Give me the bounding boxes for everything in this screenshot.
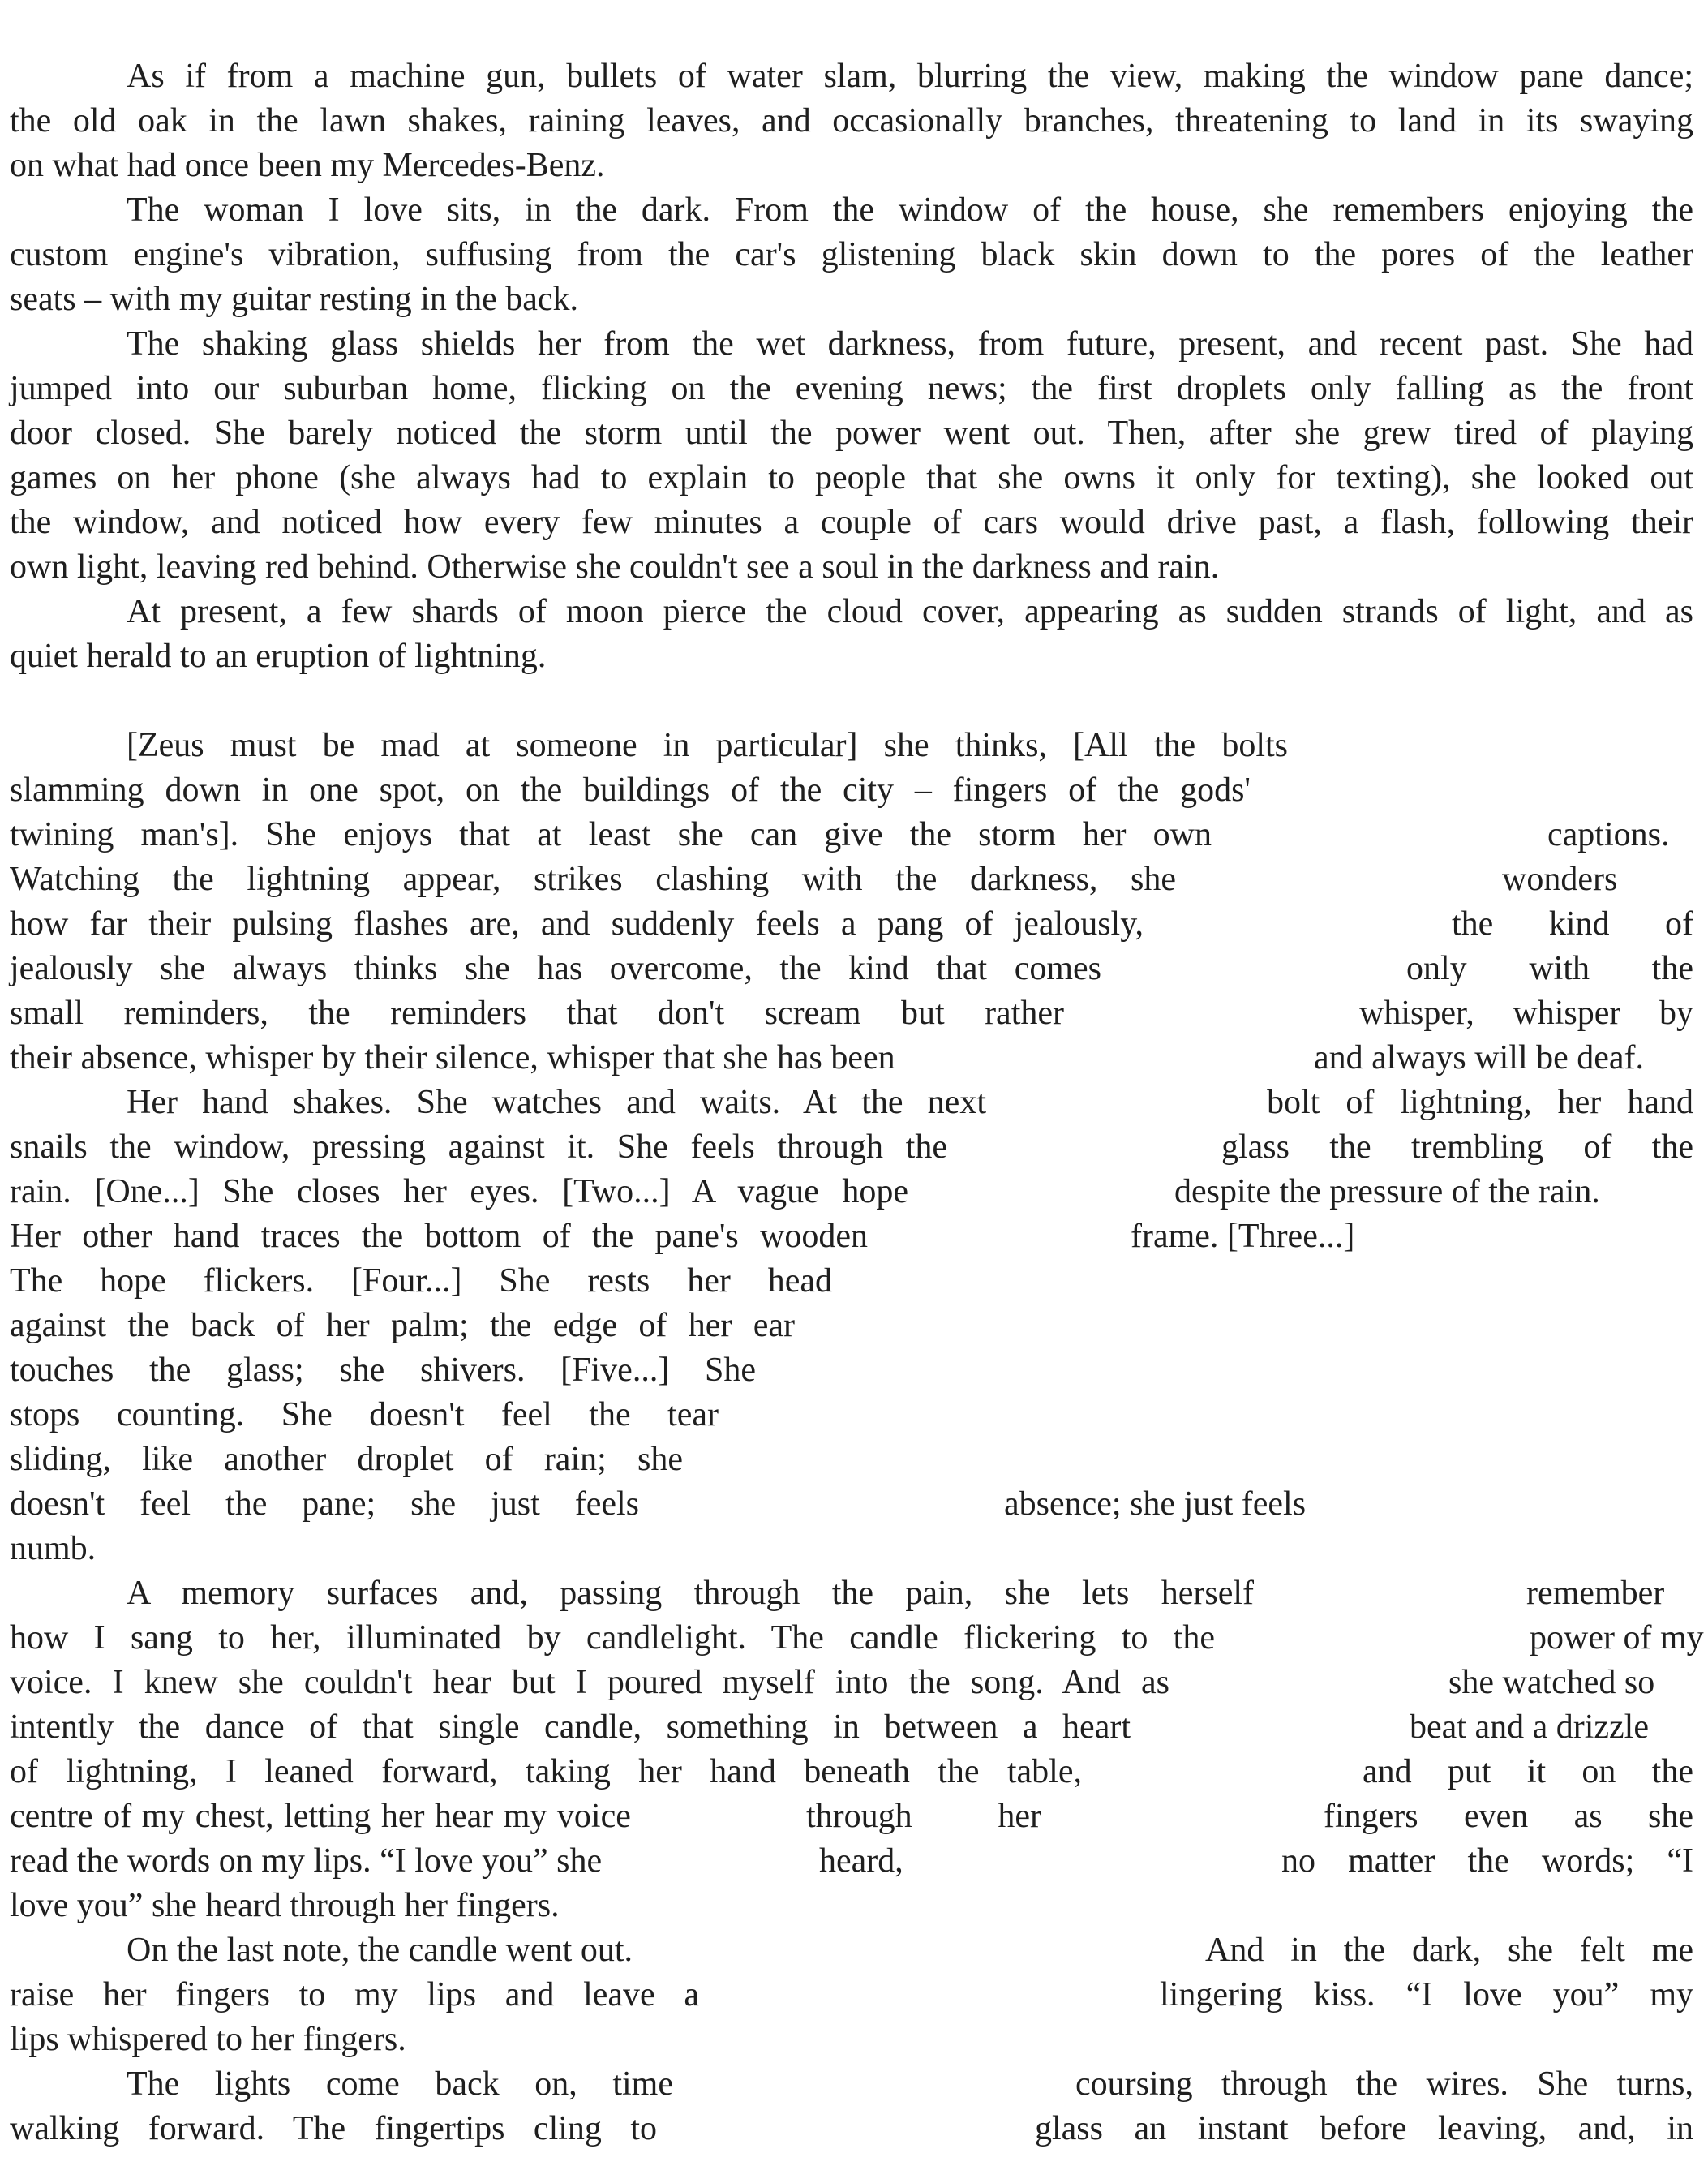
text-line: raise her fingers to my lips and leave a	[10, 1976, 699, 2013]
text-line: On the last note, the candle went out.	[127, 1932, 633, 1969]
text-line: jealously she always thinks she has overcome, the kind that comes	[10, 950, 1101, 987]
text-line: The hope flickers. [Four...] She rests her head	[10, 1262, 832, 1300]
text-line: seats – with my guitar resting in the back.	[10, 281, 579, 318]
text-line: jumped into our suburban home, flicking on the evening news; the first droplets only falling as the front	[10, 370, 1693, 407]
text-line: slamming down in one spot, on the buildings of the city – fingers of the gods'	[10, 771, 1251, 809]
text-line: bolt of lightning, her hand	[1267, 1084, 1693, 1121]
text-line: of lightning, I leaned forward, taking her hand beneath the table,	[10, 1753, 1082, 1790]
text-line: despite the pressure of the rain.	[1174, 1173, 1600, 1210]
text-line: small reminders, the reminders that don't scream but rather	[10, 995, 1064, 1032]
text-line: beat and a drizzle	[1410, 1708, 1649, 1746]
text-line: centre of my chest, letting her hear my voice	[10, 1798, 631, 1835]
text-line: lingering kiss. “I love you” my	[1160, 1976, 1693, 2013]
text-line: [Zeus must be mad at someone in particular] she thinks, [All the bolts	[127, 727, 1288, 764]
text-line: Watching the lightning appear, strikes clashing with the darkness, she	[10, 861, 1176, 898]
text-line: The lights come back on, time	[127, 2065, 673, 2103]
text-line: twining man's]. She enjoys that at least she can give the storm her own	[10, 816, 1212, 853]
text-line: through her	[806, 1798, 1041, 1835]
text-line: quiet herald to an eruption of lightning.	[10, 638, 547, 675]
text-line: touches the glass; she shivers. [Five...] She	[10, 1352, 756, 1389]
text-line: love you” she heard through her fingers.	[10, 1887, 560, 1924]
text-line: wonders	[1502, 861, 1618, 898]
text-line: the window, and noticed how every few minutes a couple of cars would drive past, a flash, following their	[10, 504, 1693, 541]
text-line: custom engine's vibration, suffusing from the car's glistening black skin down to the pores of the leather	[10, 236, 1693, 273]
text-line: Her hand shakes. She watches and waits. At the next	[127, 1084, 986, 1121]
text-line: how far their pulsing flashes are, and suddenly feels a pang of jealously,	[10, 905, 1144, 943]
text-line: door closed. She barely noticed the storm until the power went out. Then, after she grew tired of playing	[10, 415, 1693, 452]
text-line: numb.	[10, 1530, 97, 1567]
text-line: intently the dance of that single candle, something in between a heart	[10, 1708, 1131, 1746]
text-line: As if from a machine gun, bullets of water slam, blurring the view, making the window pane dance;	[127, 58, 1693, 95]
text-line: lips whispered to her fingers.	[10, 2021, 406, 2058]
text-line: she watched so	[1448, 1664, 1655, 1701]
text-line: Her other hand traces the bottom of the pane's wooden	[10, 1218, 868, 1255]
text-line: games on her phone (she always had to explain to people that she owns it only for texting), she looked out	[10, 459, 1693, 496]
text-line: against the back of her palm; the edge of her ear	[10, 1307, 795, 1344]
text-line: power of my	[1530, 1619, 1704, 1657]
text-line: walking forward. The fingertips cling to	[10, 2110, 657, 2147]
text-line: absence; she just feels	[1004, 1485, 1307, 1523]
text-line: rain. [One...] She closes her eyes. [Two...] A vague hope	[10, 1173, 908, 1210]
text-line: doesn't feel the pane; she just feels	[10, 1485, 639, 1523]
text-line: the old oak in the lawn shakes, raining leaves, and occasionally branches, threatening to land in its swaying	[10, 102, 1693, 140]
text-line: and always will be deaf.	[1314, 1039, 1645, 1077]
text-line: coursing through the wires. She turns,	[1075, 2065, 1693, 2103]
text-line: only with the	[1406, 950, 1693, 987]
text-line: glass an instant before leaving, and, in	[1035, 2110, 1693, 2147]
text-line: no matter the words; “I	[1281, 1842, 1693, 1880]
text-line: and put it on the	[1363, 1753, 1693, 1790]
text-line: The shaking glass shields her from the wet darkness, from future, present, and recent past. She had	[127, 325, 1693, 363]
text-line: stops counting. She doesn't feel the tear	[10, 1396, 719, 1433]
text-line: own light, leaving red behind. Otherwise she couldn't see a soul in the darkness and rain.	[10, 548, 1220, 586]
text-line: snails the window, pressing against it. She feels through the	[10, 1128, 947, 1166]
text-line: whisper, whisper by	[1359, 995, 1693, 1032]
text-line: read the words on my lips. “I love you” she	[10, 1842, 603, 1880]
text-line: frame. [Three...]	[1131, 1218, 1355, 1255]
text-line: on what had once been my Mercedes-Benz.	[10, 147, 605, 184]
text-line: how I sang to her, illuminated by candlelight. The candle flickering to the	[10, 1619, 1215, 1657]
text-line: glass the trembling of the	[1221, 1128, 1693, 1166]
text-line: sliding, like another droplet of rain; she	[10, 1441, 683, 1478]
text-line: remember	[1526, 1575, 1665, 1612]
text-line: At present, a few shards of moon pierce the cloud cover, appearing as sudden strands of light, and as	[127, 593, 1693, 630]
text-line: The woman I love sits, in the dark. From the window of the house, she remembers enjoying the	[127, 191, 1693, 229]
text-line: And in the dark, she felt me	[1205, 1932, 1693, 1969]
text-line: the kind of	[1452, 905, 1693, 943]
text-line: A memory surfaces and, passing through the pain, she lets herself	[127, 1575, 1254, 1612]
text-line: captions.	[1547, 816, 1670, 853]
text-line: heard,	[819, 1842, 903, 1880]
text-line: voice. I knew she couldn't hear but I poured myself into the song. And as	[10, 1664, 1169, 1701]
text-line: their absence, whisper by their silence, whisper that she has been	[10, 1039, 895, 1077]
text-line: fingers even as she	[1324, 1798, 1693, 1835]
